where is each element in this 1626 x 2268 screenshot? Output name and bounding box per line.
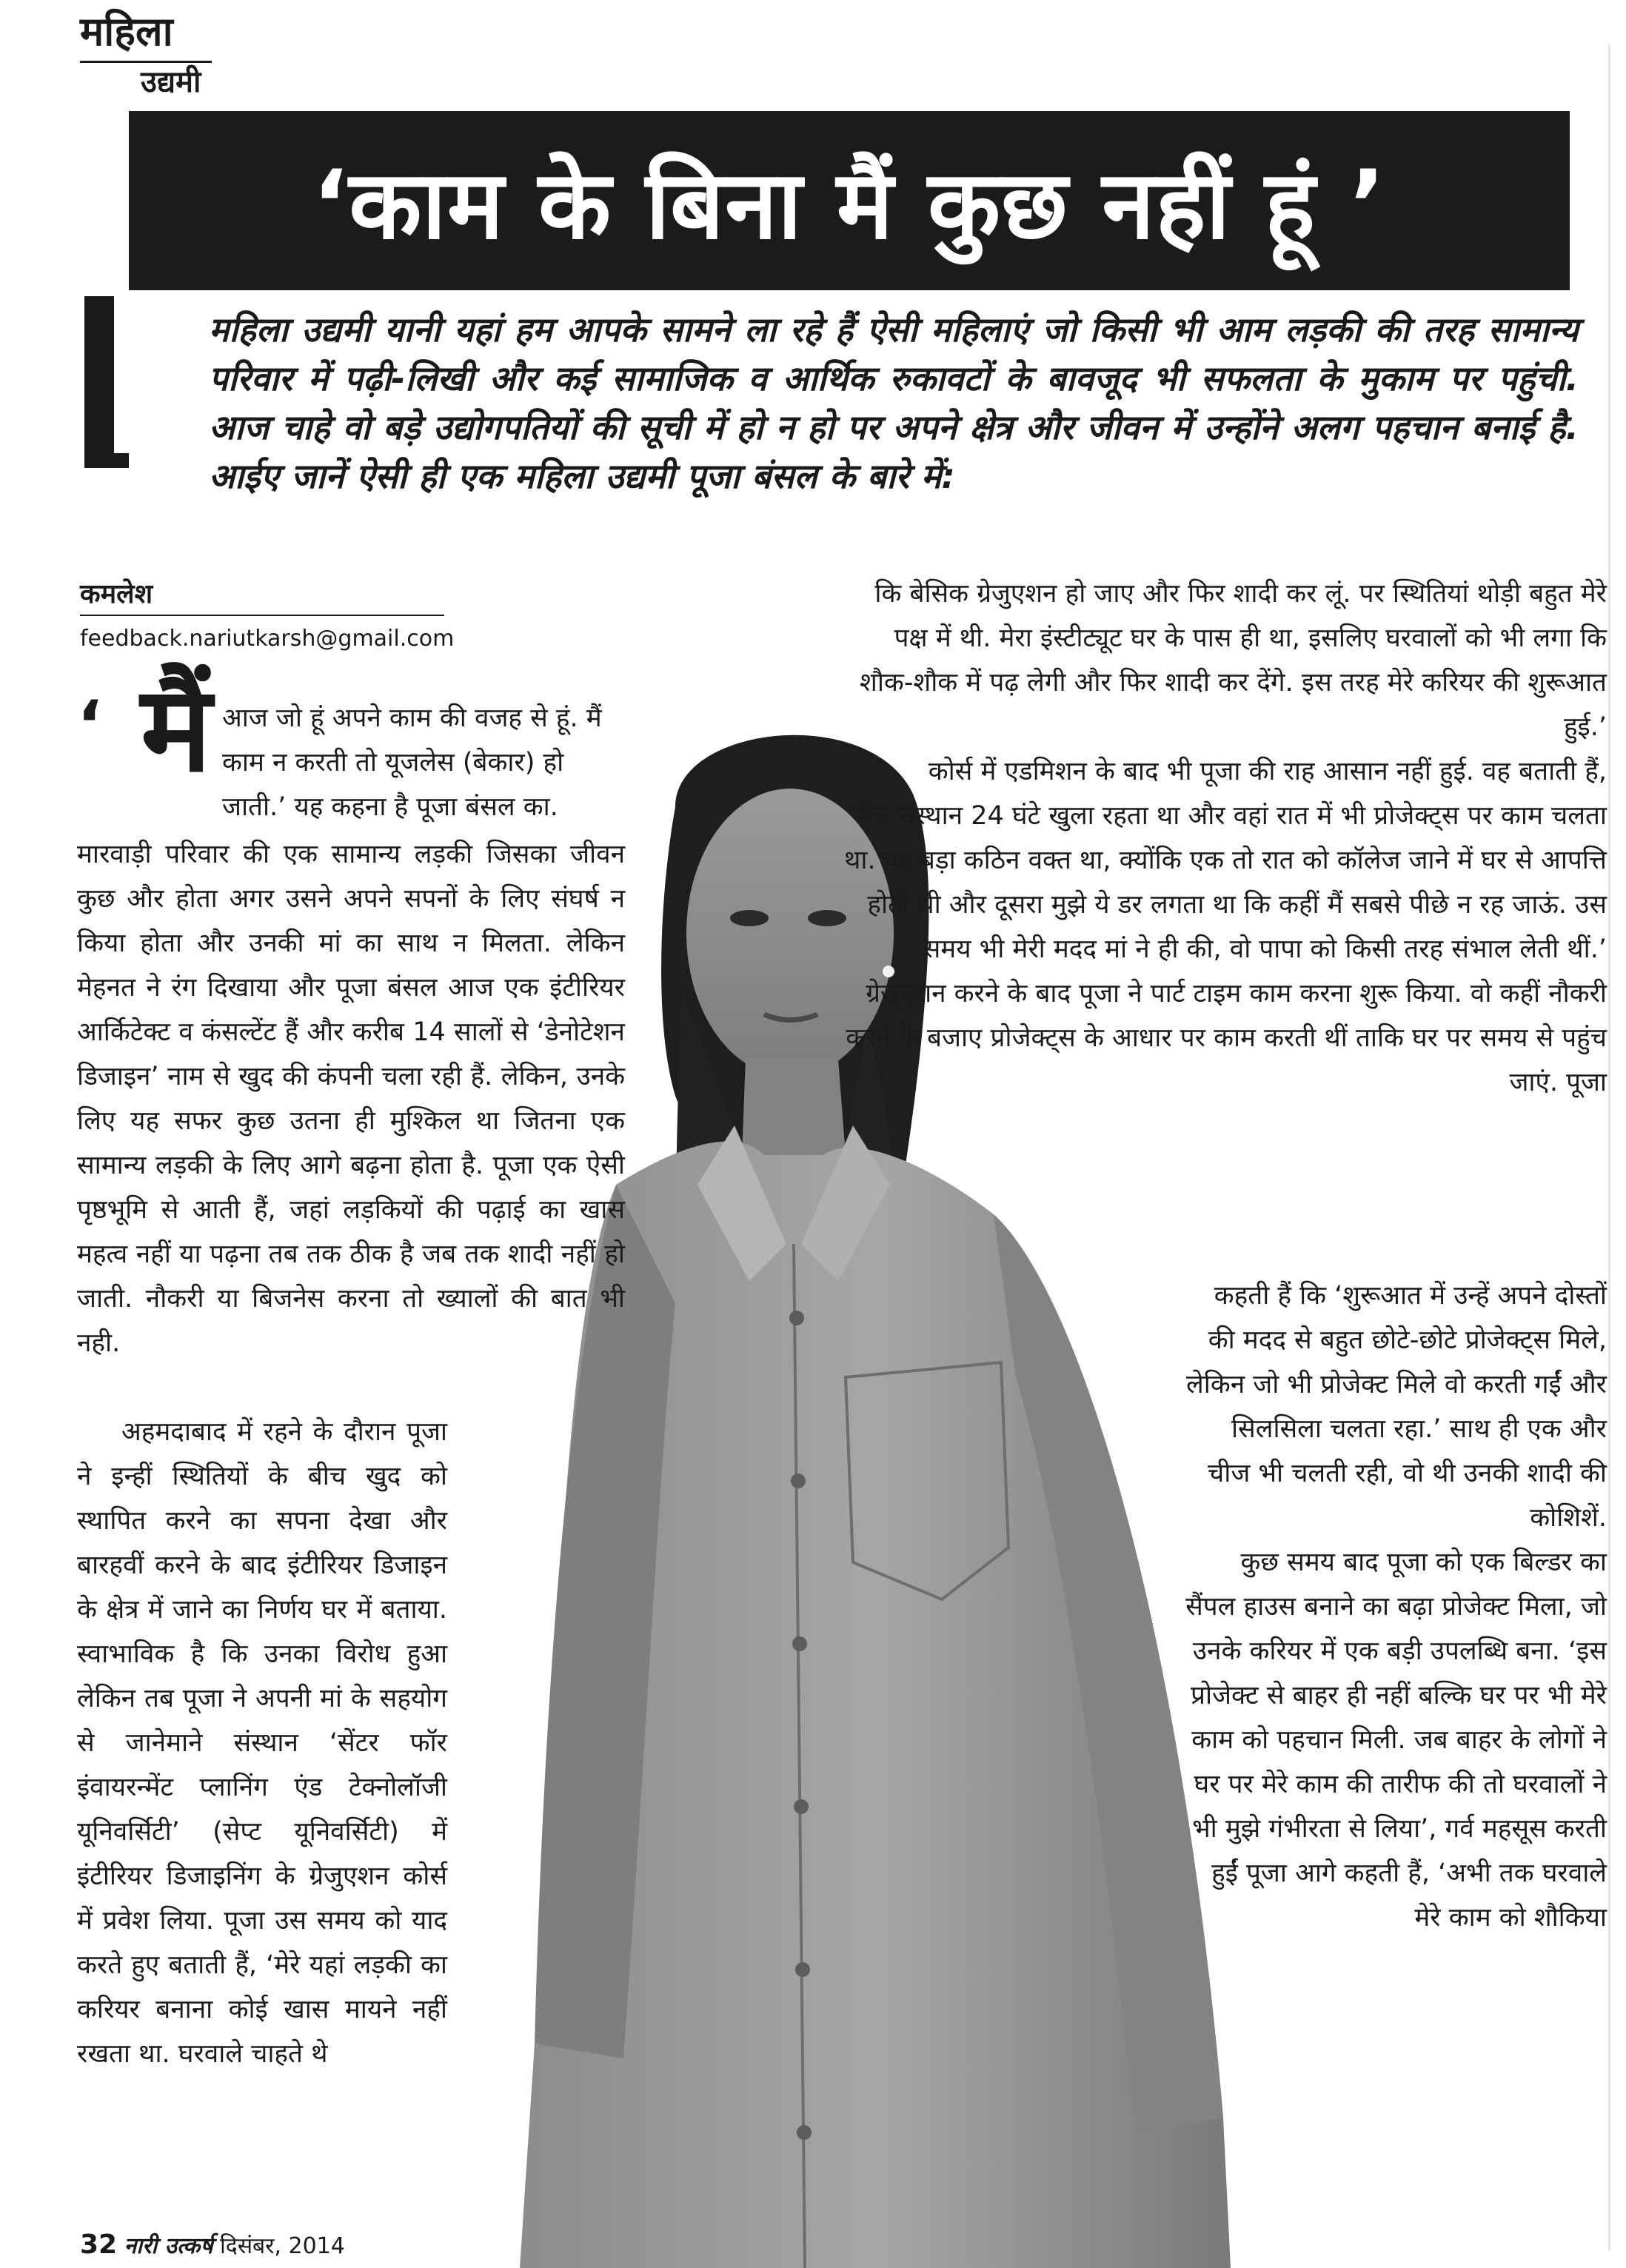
byline-email: feedback.nariutkarsh@gmail.com	[80, 626, 455, 652]
dropcap-quote: ‘	[77, 686, 103, 764]
shirt-button	[791, 1473, 806, 1488]
section-label-line2: उद्यमी	[141, 65, 201, 99]
intro-bracket-foot	[84, 453, 129, 468]
column2-top	[837, 572, 1607, 1105]
section-label-rule	[80, 61, 212, 63]
magazine-name: नारी उत्कर्ष	[124, 2233, 213, 2259]
shirt-button	[797, 2125, 812, 2140]
column1-lead-line: जाती.’ यह कहना है पूजा बंसल का.	[222, 792, 558, 822]
shirt-button	[792, 1636, 807, 1651]
section-label-line1: महिला	[80, 7, 173, 55]
shirt-button	[795, 1962, 810, 1977]
intro-bracket	[84, 296, 114, 468]
headline: ‘काम के बिना मैं कुछ नहीं हूं ’	[312, 150, 1387, 261]
section-label	[80, 7, 228, 99]
column2-narrow	[1185, 1274, 1607, 1940]
column2-paragraph1: कि बेसिक ग्रेजुएशन हो जाए और फिर शादी कर लूं. पर स्थितियां थोड़ी बहुत मेरे पक्ष में थी. मेरा इंस्टीट्यूट घर के पास ही था, इसलिए घरवालों को भी लगा कि शौक-शौक में पढ़ लेगी और फिर शादी कर देंगे. इस तरह मेरे करियर की शुरूआत हुई.’	[860, 579, 1607, 742]
byline-rule	[80, 615, 444, 616]
page-number: 32	[80, 2229, 118, 2260]
column1-paragraph1-text: मारवाड़ी परिवार की एक सामान्य लड़की जिसका जीवन कुछ और होता अगर उसने अपने सपनों के लिए संघर्ष न किया होता और उनकी मां का साथ न मिलता. लेकिन मेहनत ने रंग दिखाया और पूजा बंसल आज एक इंटीरियर आर्किटेक्ट व कंसल्टेंट हैं और करीब 14 सालों से ‘डेनोटेशन डिजाइन’ नाम से खुद की कंपनी चला रही हैं. लेकिन, उनके लिए यह सफर कुछ उतना ही मुश्किल था जितना एक सामान्य लड़की के लिए आगे बढ़ना होता है. पूजा एक ऐसी पृष्ठभूमि से आती हैं, जहां लड़कियों की पढ़ाई का खास महत्व नहीं या पढ़ना तब तक ठीक है जब तक शादी नहीं हो जाती. नौकरी या बिजनेस करना तो ख्यालों की बात भी नही.	[77, 840, 625, 1358]
column1-lead-line: काम न करती तो यूजलेस (बेकार) हो	[222, 748, 564, 777]
page-footer	[80, 2230, 345, 2261]
issue-date: दिसंबर, 2014	[220, 2233, 345, 2259]
column1-lead	[222, 696, 666, 829]
shirt-button	[789, 1311, 804, 1325]
shirt-button	[794, 1799, 809, 1814]
column2-paragraph2-continued: कहती हैं कि ‘शुरूआत में उन्हें अपने दोस्तों की मदद से बहुत छोटे-छोटे प्रोजेक्ट्स मिले, लेकिन जो भी प्रोजेक्ट मिले वो करती गईं और सिलसिला चलता रहा.’ साथ ही एक और चीज भी चलती रही, वो थी उनकी शादी की कोशिशें.	[1186, 1281, 1607, 1533]
byline-author: कमलेश	[80, 579, 153, 609]
column1-paragraph2	[77, 1410, 447, 2076]
column1-paragraph1	[77, 832, 625, 1365]
eye-left-shape	[730, 910, 769, 926]
column2-paragraph3: कुछ समय बाद पूजा को एक बिल्डर का सैंपल हाउस बनाने का बढ़ा प्रोजेक्ट मिला, जो उनके करियर में एक बड़ी उपलब्धि बना. ‘इस प्रोजेक्ट से बाहर ही नहीं बल्कि घर पर भी मेरे काम को पहचान मिली. जब बाहर के लोगों ने घर पर मेरे काम की तारीफ की तो घरवालों ने भी मुझे गंभीरता से लिया’, गर्व महसूस करती हुईं पूजा आगे कहती हैं, ‘अभी तक घरवाले मेरे काम को शौकिया	[1185, 1548, 1607, 1933]
column1-paragraph2-text: अहमदाबाद में रहने के दौरान पूजा ने इन्हीं स्थितियों के बीच खुद को स्थापित करने का सपना देखा और बारहवीं करने के बाद इंटीरियर डिजाइन के क्षेत्र में जाने का निर्णय घर में बताया. स्वाभाविक है कि उनका विरोध हुआ लेकिन तब पूजा ने अपनी मां के सहयोग से जानेमाने संस्थान ‘सेंटर फॉर इंवायरन्मेंट प्लानिंग एंड टेक्नोलॉजी यूनिवर्सिटी’ (सेप्ट यूनिवर्सिटी) में इंटीरियर डिजाइनिंग के ग्रेजुएशन कोर्स में प्रवेश लिया. पूजा उस समय को याद करते हुए बताती हैं, ‘मेरे यहां लड़की का करियर बनाना कोई खास मायने नहीं रखता था. घरवाले चाहते थे	[77, 1417, 447, 2069]
column2-paragraph2: कोर्स में एडमिशन के बाद भी पूजा की राह आसान नहीं हुई. वह बताती हैं, ‘मेरा संस्थान 24 घंटे खुला रहता था और वहां रात में भी प्रोजेक्ट्स पर काम चलता था. वह बड़ा कठिन वक्त था, क्योंकि एक तो रात को कॉलेज जाने में घर से आपत्ति होती थी और दूसरा मुझे ये डर लगता था कि कहीं मैं सबसे पीछे न रह जाऊं. उस समय भी मेरी मदद मां ने ही की, वो पापा को किसी तरह संभाल लेती थीं.’ ग्रेजुएशन करने के बाद पूजा ने पार्ट टाइम काम करना शुरू किया. वो कहीं नौकरी करने के बजाए प्रोजेक्ट्स के आधार पर काम करती थीं ताकि घर पर समय से पहुंच जाएं. पूजा	[844, 757, 1607, 1097]
page-edge-line	[1608, 44, 1610, 2251]
intro-paragraph: महिला उद्यमी यानी यहां हम आपके सामने ला रहे हैं ऐसी महिलाएं जो किसी भी आम लड़की की तरह सामान्य परिवार में पढ़ी-लिखी और कई सामाजिक व आर्थिक रुकावटों के बावजूद भी सफलता के मुकाम पर पहुंची. आज चाहे वो बड़े उद्योगपतियों की सूची में हो न हो पर अपने क्षेत्र और जीवन में उन्होंने अलग पहचान बनाई है. आईए जानें ऐसी ही एक महिला उद्यमी पूजा बंसल के बारे में:	[209, 310, 1579, 496]
neck-shape	[742, 1059, 846, 1155]
headline-bar	[129, 111, 1570, 290]
dropcap-letter: मैं	[141, 660, 212, 798]
column1-lead-line: आज जो हूं अपने काम की वजह से हूं. मैं	[222, 703, 602, 733]
